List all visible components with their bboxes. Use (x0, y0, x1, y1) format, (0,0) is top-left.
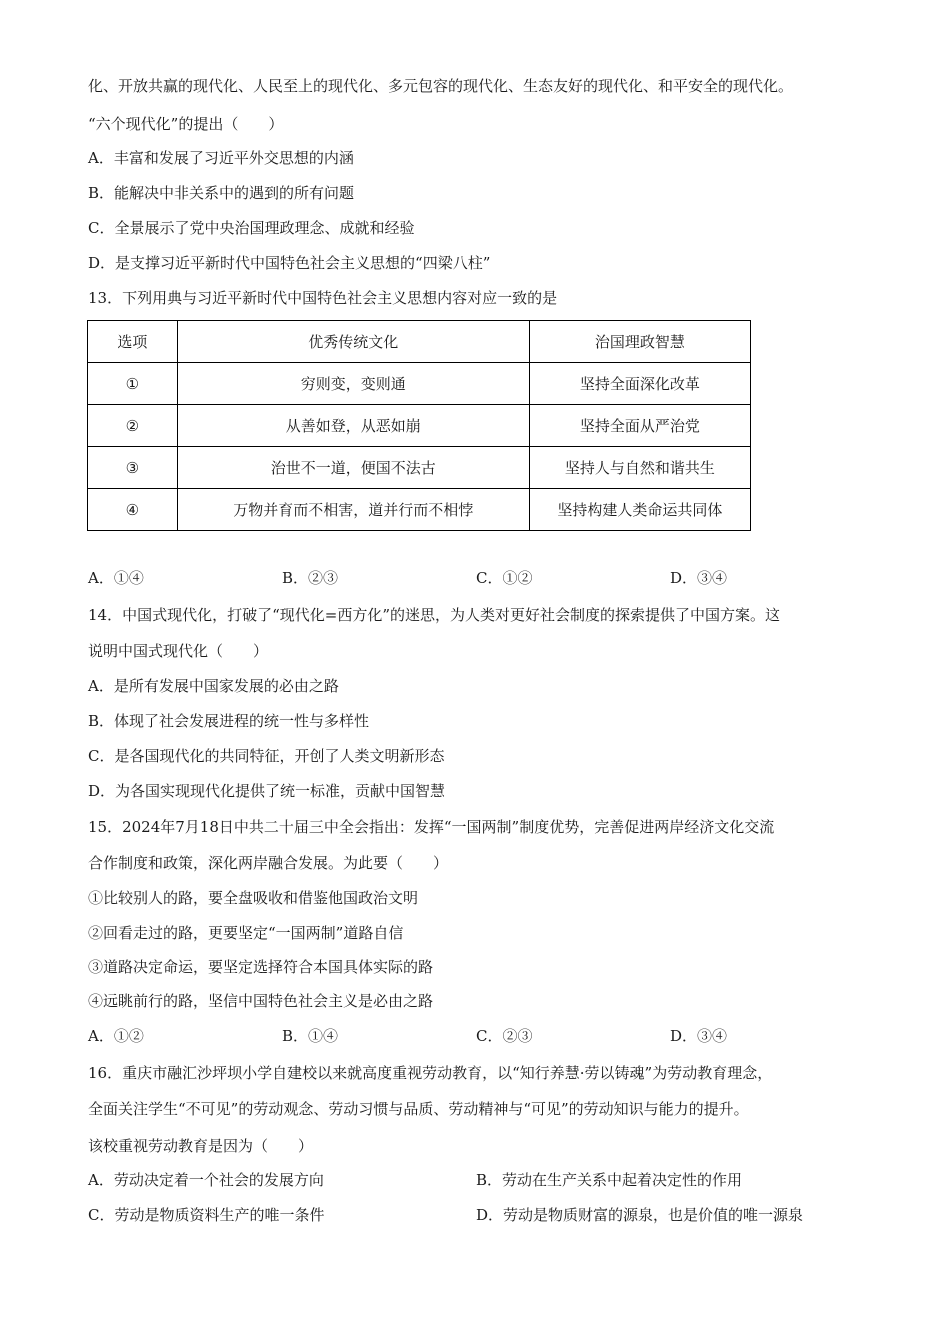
q15-statement-1: ①比较别人的路，要全盘吸收和借鉴他国政治文明 (88, 889, 419, 907)
table-cell: 穷则变，变则通 (177, 363, 529, 405)
table-row (88, 363, 751, 405)
q15-stem-line-2: 合作制度和政策，深化两岸融合发展。为此要（ ） (88, 854, 449, 872)
q14-option-c: C．是各国现代化的共同特征，开创了人类文明新形态 (88, 747, 445, 765)
q14-stem-line-1: 14．中国式现代化，打破了“现代化=西方化”的迷思，为人类对更好社会制度的探索提供了中国方案。这 (88, 606, 780, 624)
q16-option-c: C．劳动是物质资料生产的唯一条件 (88, 1206, 325, 1224)
q15-statement-3: ③道路决定命运，要坚定选择符合本国具体实际的路 (88, 958, 434, 976)
q16-option-a: A．劳动决定着一个社会的发展方向 (88, 1171, 324, 1189)
table-row (88, 489, 751, 531)
q15-option-d: D．③④ (670, 1027, 728, 1045)
table-cell: 坚持构建人类命运共同体 (529, 489, 750, 531)
table-cell: 坚持全面从严治党 (529, 405, 750, 447)
q16-stem-line-3: 该校重视劳动教育是因为（ ） (88, 1137, 314, 1155)
q14-option-a: A．是所有发展中国家发展的必由之路 (88, 677, 339, 695)
q15-option-a: A．①② (88, 1027, 144, 1045)
table-cell: 治世不一道，便国不法古 (177, 447, 529, 489)
table-cell: 从善如登，从恶如崩 (177, 405, 529, 447)
table-cell: 坚持全面深化改革 (529, 363, 750, 405)
q13-option-a: A．①④ (88, 569, 144, 587)
q12-option-b: B．能解决中非关系中的遇到的所有问题 (88, 184, 355, 202)
q14-stem-line-2: 说明中国式现代化（ ） (88, 642, 269, 660)
table-header-cell: 优秀传统文化 (177, 321, 529, 363)
q14-option-d: D．为各国实现现代化提供了统一标准，贡献中国智慧 (88, 782, 446, 800)
q16-stem-line-1: 16．重庆市融汇沙坪坝小学自建校以来就高度重视劳动教育，以“知行养慧·劳以铸魂”为劳动教育理念， (88, 1064, 773, 1082)
table-cell: ① (88, 363, 178, 405)
table-cell: 万物并育而不相害，道并行而不相悖 (177, 489, 529, 531)
table-header-cell: 选项 (88, 321, 178, 363)
q16-option-d: D．劳动是物质财富的源泉，也是价值的唯一源泉 (476, 1206, 804, 1224)
q12-stem-line-1: 化、开放共赢的现代化、人民至上的现代化、多元包容的现代化、生态友好的现代化、和平安全的现代化。 (88, 77, 794, 95)
q15-option-c: C．②③ (476, 1027, 533, 1045)
table-cell: ④ (88, 489, 178, 531)
table-row (88, 405, 751, 447)
q12-option-a: A．丰富和发展了习近平外交思想的内涵 (88, 149, 354, 167)
table-cell: 坚持人与自然和谐共生 (529, 447, 750, 489)
q15-statement-2: ②回看走过的路，更要坚定“一国两制”道路自信 (88, 924, 404, 942)
q13-option-b: B．②③ (282, 569, 339, 587)
q13-option-c: C．①② (476, 569, 533, 587)
q15-stem-line-1: 15．2024年7月18日中共二十届三中全会指出：发挥“一国两制”制度优势，完善促进两岸经济文化交流 (88, 818, 775, 836)
q12-stem-line-2: “六个现代化”的提出（ ） (88, 115, 284, 133)
q13-option-d: D．③④ (670, 569, 728, 587)
table-row (88, 447, 751, 489)
table-cell: ③ (88, 447, 178, 489)
q15-option-b: B．①④ (282, 1027, 339, 1045)
table-header-row (88, 321, 751, 363)
table-cell: ② (88, 405, 178, 447)
q12-option-c: C．全景展示了党中央治国理政理念、成就和经验 (88, 219, 415, 237)
q13-table (87, 320, 751, 531)
q13-stem: 13．下列用典与习近平新时代中国特色社会主义思想内容对应一致的是 (88, 289, 558, 307)
table-header-cell: 治国理政智慧 (529, 321, 750, 363)
q12-option-d: D．是支撑习近平新时代中国特色社会主义思想的“四梁八柱” (88, 254, 491, 272)
q15-statement-4: ④远眺前行的路，坚信中国特色社会主义是必由之路 (88, 992, 434, 1010)
q16-stem-line-2: 全面关注学生“不可见”的劳动观念、劳动习惯与品质、劳动精神与“可见”的劳动知识与能力的提升。 (88, 1100, 749, 1118)
q14-option-b: B．体现了社会发展进程的统一性与多样性 (88, 712, 370, 730)
q16-option-b: B．劳动在生产关系中起着决定性的作用 (476, 1171, 743, 1189)
